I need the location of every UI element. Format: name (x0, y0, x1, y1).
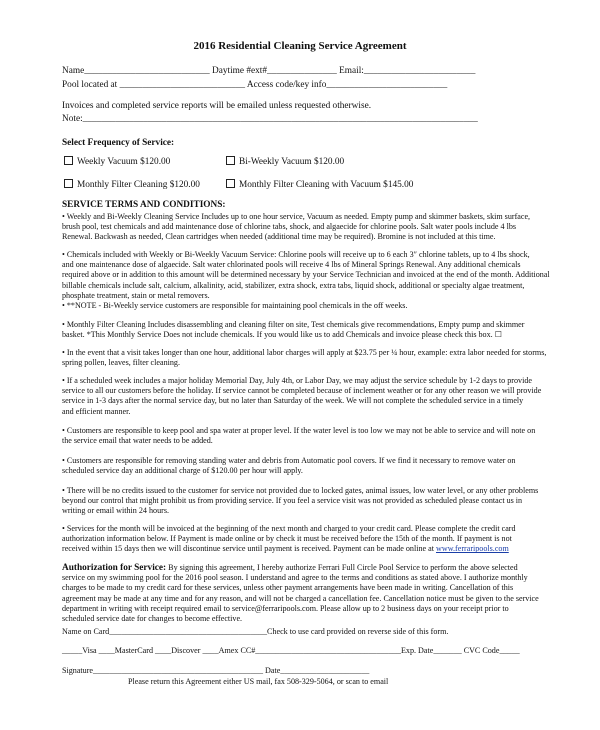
text-line: • In the event that a visit takes longer than one hour, additional labor charges will apply at $23.75 per ¼ hour, example: extra labor needed for storms, (62, 348, 547, 357)
contact-line-name[interactable]: Name___________________________ Daytime #ext#_______________ Email:________________________ (62, 66, 476, 76)
text-line: service on my swimming pool for the 2016 pool season. I understand and agree to the terms and conditions as stated above. I authorize monthly (62, 573, 528, 583)
terms-paragraph-monthly (62, 320, 524, 340)
terms-paragraph-biweekly-note (62, 301, 407, 311)
frequency-heading: Select Frequency of Service: (62, 138, 175, 148)
signature-field[interactable]: Signature__________________________________________ Date______________________ (62, 666, 370, 675)
terms-paragraph-invoicing (62, 524, 516, 555)
checkbox-icon[interactable] (64, 179, 73, 188)
terms-paragraph-credits (62, 486, 538, 517)
document-title: 2016 Residential Cleaning Service Agreement (193, 40, 407, 52)
text-line: • Customers are responsible to keep pool and spa water at proper level. If the water level is too low we may not be able to service and will note on (62, 426, 536, 435)
text-line: service to all our customers before the holiday. If service cannot be completed because of inclement weather or for any other reason we will provide (62, 386, 542, 396)
option-monthly-filter-vacuum[interactable]: Monthly Filter Cleaning with Vacuum $145.00 (226, 179, 413, 190)
text-line: • There will be no credits issued to the customer for service not provided due to locked gates, animal issues, low water level, or any other problems (62, 486, 539, 495)
text-line: spring pollen, leaves, filter cleaning. (62, 358, 180, 368)
text-line: brush pool, test chemicals and add maintenance dose of chlorine tabs, shock, and algaecide for chlorine pools. Salt water pools include 4 lbs (62, 222, 517, 232)
text-line: Authorization for Service: By signing this agreement, I hereby authorize Ferrari Full Circle Pool Service to perform the above selected (62, 563, 518, 573)
text-line: • Customers are responsible for removing standing water and debris from Automatic pool covers. If we find it necessary to remove water on (62, 456, 516, 465)
text-line: required above or in addition to this amount will be determined necessary by your Service Technician and invoiced at the end of the month. Additional (62, 270, 550, 280)
terms-paragraph-pool-covers (62, 456, 515, 476)
checkbox-icon[interactable] (64, 156, 73, 165)
text-line: authorization information below. If Payment is made online or by check it must be received before the 15th of the month. If payment is not (62, 534, 512, 544)
text-line: beyond our control that might prohibit us from providing service. If you feel a service visit was not provided as scheduled please contact us in (62, 496, 523, 506)
text-line: • Monthly Filter Cleaning Includes disassembling and cleaning filter on site, Test chemicals give recommendations, Empty pump and skimmer (62, 320, 525, 329)
text-line: scheduled service day an additional charge of $120.00 per hour will apply. (62, 466, 303, 476)
text-line: • If a scheduled week includes a major holiday Memorial Day, July 4th, or Labor Day, we may adjust the service schedule by 1-2 days to provide (62, 376, 532, 385)
terms-heading: SERVICE TERMS AND CONDITIONS: (62, 200, 226, 210)
name-on-card-field[interactable]: Name on Card_______________________________________Check to use card provided on reverse side of this form. (62, 627, 449, 636)
terms-paragraph-weekly (62, 212, 530, 243)
text-line: phosphate treatment, stain or metal removers. (62, 290, 210, 300)
text-line: writing or email within 24 hours. (62, 506, 170, 516)
text-line: scheduled service date for changes to become effective. (62, 614, 243, 624)
option-weekly-vacuum[interactable]: Weekly Vacuum $120.00 (64, 156, 170, 167)
website-link[interactable]: www.ferraripools.com (436, 544, 509, 554)
text-line: the service email that water needs to be added. (62, 436, 213, 446)
note-field[interactable]: Note:_____________________________________________________________________________________ (62, 114, 478, 124)
option-biweekly-vacuum[interactable]: Bi-Weekly Vacuum $120.00 (226, 156, 344, 167)
text-line: • **NOTE - Bi-Weekly service customers are responsible for maintaining pool chemicals in the off weeks. (62, 301, 408, 310)
text-line: and one maintenance dose of algaecide. Salt water chlorinated pools will receive 4 lbs of Mineral Springs Renewal. Any additional chemicals (62, 260, 521, 270)
contact-line-pool[interactable]: Pool located at ___________________________ Access code/key info__________________________ (62, 80, 448, 90)
text-line: • Chemicals included with Weekly or Bi-Weekly Vacuum Service: Chlorine pools will receive up to 6 each 3″ chlorine tablets, up to 4 lbs shock, (62, 250, 530, 259)
text-line: Renewal. Backwash as needed, Clean cartridges when needed (additional time may be required). Bromine is not included at this time. (62, 232, 496, 242)
terms-paragraph-chemicals (62, 250, 550, 301)
text-line: and efficient manner. (62, 406, 131, 416)
card-details-field[interactable]: _____Visa ____MasterCard ____Discover ____Amex CC#____________________________________Exp. Date_______ CVC Code_____ (62, 646, 520, 655)
text-line: • Weekly and Bi-Weekly Cleaning Service Includes up to one hour service, Vacuum as needed. Empty pump and skimmer baskets, skim surface, (62, 212, 531, 221)
email-notice: Invoices and completed service reports will be emailed unless requested otherwise. (62, 101, 372, 111)
authorization-heading: Authorization for Service: (62, 563, 167, 573)
text-line: • Services for the month will be invoiced at the beginning of the next month and charged to your credit card. Please complete the credit card (62, 524, 516, 533)
terms-paragraph-labor (62, 348, 546, 368)
authorization-section (62, 563, 539, 624)
text-line: charges to be made to my credit card for these services, unless other payment arrangements have been made in writing. Cancellation of this (62, 583, 514, 593)
text-line: department in writing with receipt required email to service@ferraripools.com. Please allow up to 2 business days on your receipt prior to (62, 603, 509, 613)
text-line: received within 15 days then we will discontinue service until payment is received. Payment can be made online at www.ferraripools.com (62, 544, 509, 554)
terms-paragraph-holiday (62, 376, 541, 417)
return-instructions: Please return this Agreement either US mail, fax 508-329-5064, or scan to email (128, 677, 389, 686)
checkbox-icon[interactable] (226, 156, 235, 165)
text-line: agreement may be made at any time and for any reason, and will not be charged a cancellation fee. Cancellation notice must be given to the service (62, 593, 539, 603)
option-monthly-filter[interactable]: Monthly Filter Cleaning $120.00 (64, 179, 200, 190)
text-line: billable chemicals include salt, calcium, alkalinity, acid, stabilizer, extra shock, extra tabs, liquid shock, additional or specialty algae treatment, (62, 280, 525, 290)
text-line: service in 1-3 days after the normal service day, but no later than Saturday of the week. We will not complete the scheduled service in a timely (62, 396, 524, 406)
checkbox-icon[interactable] (226, 179, 235, 188)
text-line: basket. *This Monthly Service Does not include chemicals. If you would like us to add Chemicals and invoice please check this box. ☐ (62, 330, 502, 340)
terms-paragraph-water-level (62, 426, 535, 446)
